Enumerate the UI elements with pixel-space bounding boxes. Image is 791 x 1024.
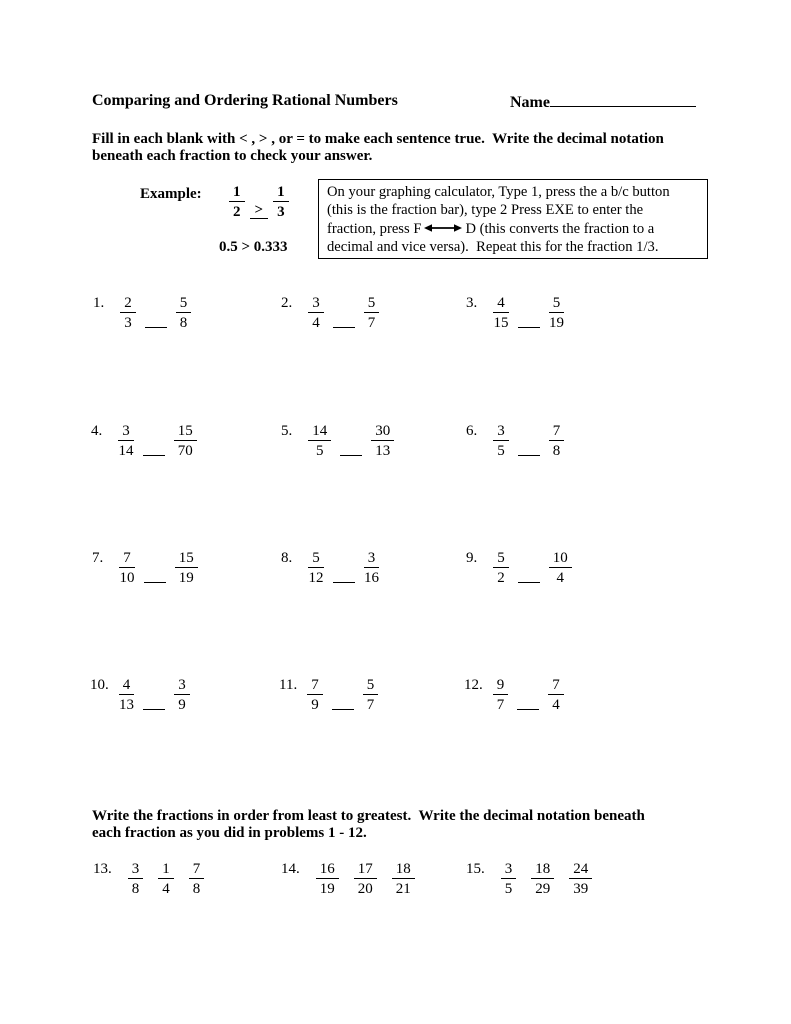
denominator: 2 bbox=[233, 204, 241, 221]
calc-box-line: (this is the fraction bar), type 2 Press EXE to enter the bbox=[327, 202, 644, 219]
fraction bbox=[119, 550, 135, 586]
denominator: 14 bbox=[118, 443, 134, 460]
page-title: Comparing and Ordering Rational Numbers bbox=[92, 92, 398, 109]
name-label: Name bbox=[510, 94, 550, 111]
denominator: 19 bbox=[549, 315, 564, 332]
numerator: 5 bbox=[493, 550, 509, 568]
fraction bbox=[549, 550, 572, 586]
problem-number: 2. bbox=[281, 295, 293, 311]
fraction bbox=[549, 295, 565, 331]
fraction bbox=[549, 423, 565, 459]
numerator: 18 bbox=[392, 861, 415, 879]
fraction bbox=[354, 861, 377, 897]
numerator: 18 bbox=[531, 861, 554, 879]
calc-box-line: On your graphing calculator, Type 1, press the a b/c button bbox=[327, 184, 670, 200]
fraction bbox=[548, 677, 564, 713]
numerator: 3 bbox=[308, 295, 324, 313]
example-problem bbox=[229, 184, 289, 220]
instructions-line: beneath each fraction to check your answer. bbox=[92, 148, 373, 165]
answer-blank bbox=[143, 454, 165, 456]
denominator: 8 bbox=[552, 443, 561, 460]
numerator: 17 bbox=[354, 861, 377, 879]
numerator: 7 bbox=[307, 677, 323, 695]
fraction bbox=[569, 861, 592, 897]
denominator: 4 bbox=[312, 315, 320, 332]
instructions-line: Write the fractions in order from least to greatest. Write the decimal notation beneath bbox=[92, 808, 645, 824]
calc-box-text: D (this converts the fraction to a bbox=[465, 220, 655, 237]
fraction bbox=[493, 423, 509, 459]
numerator: 10 bbox=[549, 550, 572, 568]
calc-box-line: decimal and vice versa). Repeat this for the fraction 1/3. bbox=[327, 239, 659, 256]
problem-number: 11. bbox=[279, 677, 298, 693]
denominator: 8 bbox=[192, 881, 201, 898]
fraction bbox=[273, 184, 289, 220]
problem-1 bbox=[93, 295, 191, 331]
problem-number: 12. bbox=[464, 677, 483, 693]
denominator: 21 bbox=[395, 881, 411, 898]
denominator: 20 bbox=[357, 881, 373, 898]
denominator: 3 bbox=[277, 204, 285, 221]
problem-number: 9. bbox=[466, 550, 478, 566]
fraction bbox=[371, 423, 394, 459]
fraction bbox=[158, 861, 174, 897]
fraction bbox=[363, 677, 379, 713]
instructions-line: Fill in each blank with < , > , or = to make each sentence true. Write the decimal notation bbox=[92, 131, 664, 147]
numerator: 2 bbox=[120, 295, 136, 313]
numerator: 15 bbox=[174, 423, 197, 441]
denominator: 8 bbox=[131, 881, 140, 898]
answer-blank bbox=[518, 581, 540, 583]
fraction bbox=[316, 861, 339, 897]
denominator: 2 bbox=[497, 570, 505, 587]
fraction bbox=[308, 550, 324, 586]
fraction bbox=[308, 295, 324, 331]
problem-10 bbox=[90, 677, 190, 713]
denominator: 9 bbox=[311, 697, 319, 714]
double-arrow-icon bbox=[424, 223, 462, 233]
fraction bbox=[308, 423, 331, 459]
answer-blank bbox=[517, 708, 539, 710]
denominator: 4 bbox=[556, 570, 564, 587]
numerator: 5 bbox=[308, 550, 324, 568]
denominator: 39 bbox=[573, 881, 589, 898]
fraction bbox=[119, 677, 135, 713]
problem-number: 14. bbox=[281, 861, 300, 877]
denominator: 29 bbox=[535, 881, 551, 898]
numerator: 1 bbox=[229, 184, 245, 202]
problem-number: 10. bbox=[90, 677, 109, 693]
problem-7 bbox=[92, 550, 198, 586]
fraction bbox=[364, 295, 380, 331]
fraction bbox=[229, 184, 245, 220]
problem-number: 15. bbox=[466, 861, 485, 877]
numerator: 7 bbox=[548, 677, 564, 695]
calc-box-text: fraction, press F bbox=[327, 220, 422, 237]
problem-number: 3. bbox=[466, 295, 478, 311]
problem-11 bbox=[279, 677, 378, 713]
denominator: 5 bbox=[504, 881, 513, 898]
ordering-instructions bbox=[92, 808, 645, 843]
fraction bbox=[174, 423, 197, 459]
problem-9 bbox=[466, 550, 572, 586]
denominator: 16 bbox=[364, 570, 379, 587]
problem-number: 6. bbox=[466, 423, 478, 439]
problem-3 bbox=[466, 295, 564, 331]
instructions bbox=[92, 131, 664, 166]
problem-15 bbox=[466, 861, 592, 897]
fraction bbox=[120, 295, 136, 331]
answer-blank bbox=[332, 708, 354, 710]
numerator: 1 bbox=[158, 861, 174, 879]
numerator: 7 bbox=[119, 550, 135, 568]
numerator: 3 bbox=[128, 861, 144, 879]
numerator: 9 bbox=[493, 677, 509, 695]
name-blank-line bbox=[550, 92, 696, 107]
numerator: 5 bbox=[549, 295, 565, 313]
problem-number: 1. bbox=[93, 295, 105, 311]
fraction bbox=[501, 861, 517, 897]
denominator: 8 bbox=[179, 315, 188, 332]
fraction bbox=[176, 295, 192, 331]
problem-14 bbox=[281, 861, 415, 897]
numerator: 16 bbox=[316, 861, 339, 879]
numerator: 4 bbox=[493, 295, 509, 313]
problem-number: 5. bbox=[281, 423, 293, 439]
numerator: 1 bbox=[273, 184, 289, 202]
denominator: 19 bbox=[178, 570, 194, 587]
problem-4 bbox=[91, 423, 197, 459]
fraction bbox=[128, 861, 144, 897]
example-comparison-symbol: > bbox=[250, 203, 269, 220]
denominator: 5 bbox=[497, 443, 505, 460]
fraction bbox=[493, 677, 509, 713]
fraction bbox=[189, 861, 205, 897]
numerator: 3 bbox=[501, 861, 517, 879]
denominator: 19 bbox=[319, 881, 335, 898]
numerator: 30 bbox=[371, 423, 394, 441]
example-label: Example: bbox=[140, 186, 202, 202]
denominator: 13 bbox=[375, 443, 391, 460]
answer-blank bbox=[333, 326, 355, 328]
problem-6 bbox=[466, 423, 564, 459]
denominator: 4 bbox=[162, 881, 170, 898]
answer-blank bbox=[145, 326, 167, 328]
answer-blank bbox=[144, 581, 166, 583]
denominator: 5 bbox=[316, 443, 324, 460]
denominator: 9 bbox=[178, 697, 186, 714]
denominator: 13 bbox=[119, 697, 134, 714]
numerator: 15 bbox=[175, 550, 198, 568]
answer-blank bbox=[143, 708, 165, 710]
problem-5 bbox=[281, 423, 394, 459]
fraction bbox=[364, 550, 380, 586]
denominator: 10 bbox=[119, 570, 135, 587]
numerator: 4 bbox=[119, 677, 135, 695]
fraction bbox=[392, 861, 415, 897]
example-decimal-check: 0.5 > 0.333 bbox=[219, 239, 288, 255]
numerator: 5 bbox=[363, 677, 379, 695]
fraction bbox=[493, 550, 509, 586]
denominator: 7 bbox=[366, 697, 375, 714]
problem-2 bbox=[281, 295, 379, 331]
fraction bbox=[531, 861, 554, 897]
problem-number: 8. bbox=[281, 550, 293, 566]
denominator: 70 bbox=[177, 443, 193, 460]
problem-13 bbox=[93, 861, 204, 897]
denominator: 3 bbox=[124, 315, 132, 332]
numerator: 3 bbox=[118, 423, 134, 441]
numerator: 5 bbox=[364, 295, 380, 313]
denominator: 12 bbox=[308, 570, 324, 587]
problem-number: 13. bbox=[93, 861, 112, 877]
fraction bbox=[118, 423, 134, 459]
fraction bbox=[174, 677, 190, 713]
fraction bbox=[175, 550, 198, 586]
denominator: 7 bbox=[496, 697, 505, 714]
calculator-instructions-box bbox=[318, 179, 708, 259]
answer-blank bbox=[518, 454, 540, 456]
numerator: 3 bbox=[493, 423, 509, 441]
answer-blank bbox=[333, 581, 355, 583]
fraction bbox=[493, 295, 509, 331]
numerator: 7 bbox=[549, 423, 565, 441]
numerator: 7 bbox=[189, 861, 205, 879]
problem-number: 4. bbox=[91, 423, 103, 439]
problem-12 bbox=[464, 677, 564, 713]
numerator: 5 bbox=[176, 295, 192, 313]
answer-blank bbox=[340, 454, 362, 456]
denominator: 15 bbox=[493, 315, 509, 332]
denominator: 4 bbox=[552, 697, 560, 714]
numerator: 3 bbox=[364, 550, 380, 568]
instructions-line: each fraction as you did in problems 1 - 12. bbox=[92, 825, 367, 842]
numerator: 3 bbox=[174, 677, 190, 695]
denominator: 7 bbox=[367, 315, 376, 332]
name-field bbox=[510, 92, 696, 112]
fraction bbox=[307, 677, 323, 713]
answer-blank bbox=[518, 326, 540, 328]
numerator: 14 bbox=[308, 423, 331, 441]
numerator: 24 bbox=[569, 861, 592, 879]
problem-number: 7. bbox=[92, 550, 104, 566]
problem-8 bbox=[281, 550, 379, 586]
calc-box-line bbox=[327, 220, 699, 238]
